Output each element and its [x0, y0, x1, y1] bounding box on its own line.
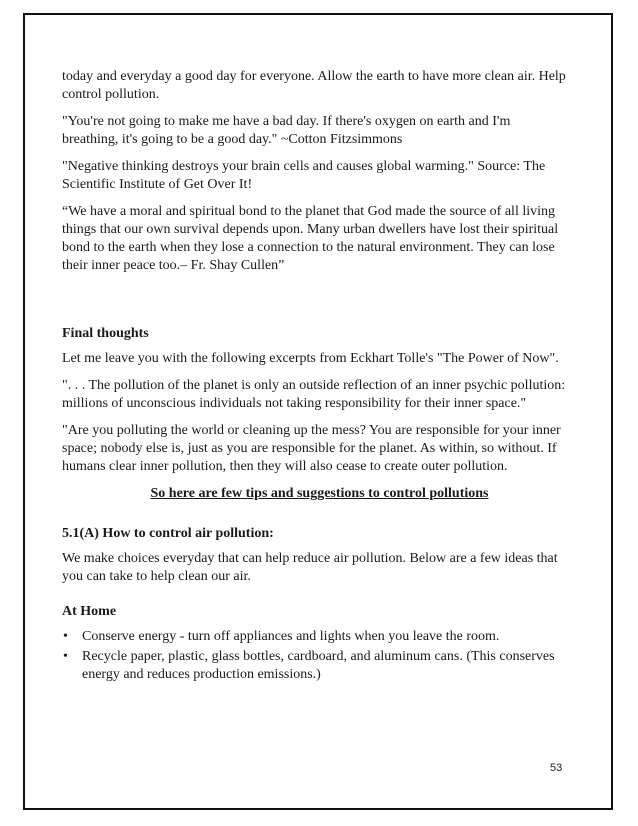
list-item [62, 628, 567, 646]
bullet-icon: • [63, 649, 68, 664]
spacer [62, 284, 567, 325]
tips-list [62, 628, 567, 684]
at-home-subheading: At Home [62, 604, 117, 619]
document-body [62, 68, 567, 686]
tips-heading: So here are few tips and suggestions to control pollutions [150, 486, 489, 501]
paragraph-clean-air: today and everyday a good day for everyone. Allow the earth to have more clean air. Help control pollution. [62, 69, 566, 102]
section-intro: We make choices everyday that can help reduce air pollution. Below are a few ideas that you can take to help clean our air. [62, 551, 558, 584]
final-thoughts-intro: Let me leave you with the following excerpts from Eckhart Tolle's "The Power of Now". [62, 351, 559, 366]
list-item-text: Recycle paper, plastic, glass bottles, cardboard, and aluminum cans. (This conserves energy and reduces production emissions.) [82, 649, 555, 682]
tolle-excerpt-1: ". . . The pollution of the planet is only an outside reflection of an inner psychic pollution: millions of unconscious individuals not taking responsibility for their inner space." [62, 378, 566, 411]
spacer [62, 503, 567, 525]
bullet-icon: • [63, 629, 68, 644]
spacer [62, 595, 567, 603]
final-thoughts-heading: Final thoughts [62, 326, 149, 341]
quote-negative-thinking: "Negative thinking destroys your brain cells and causes global warming." Source: The Scientific Institute of Get Over It! [62, 159, 546, 192]
tolle-excerpt-2: "Are you polluting the world or cleaning up the mess? You are responsible for your inner space; nobody else is, just as you are responsible for the planet. As within, so without. If humans clear inner pollution, then they will also cease to create outer pollution. [62, 423, 561, 474]
list-item [62, 648, 567, 684]
quote-shay-cullen: “We have a moral and spiritual bond to the planet that God made the source of all living things that our own survival depends upon. Many urban dwellers have lost their spiritual bond to the earth when they lose a connection to the natural environment. They can lose their inner peace too.– Fr. Shay Cullen” [62, 204, 559, 273]
quote-cotton-fitzsimmons: "You're not going to make me have a bad day. If there's oxygen on earth and I'm breathing, it's going to be a good day." ~Cotton Fitzsimmons [62, 114, 511, 147]
list-item-text: Conserve energy - turn off appliances and lights when you leave the room. [82, 629, 500, 644]
section-heading-air-pollution: 5.1(A) How to control air pollution: [62, 526, 274, 541]
page-number: 53 [550, 762, 563, 774]
